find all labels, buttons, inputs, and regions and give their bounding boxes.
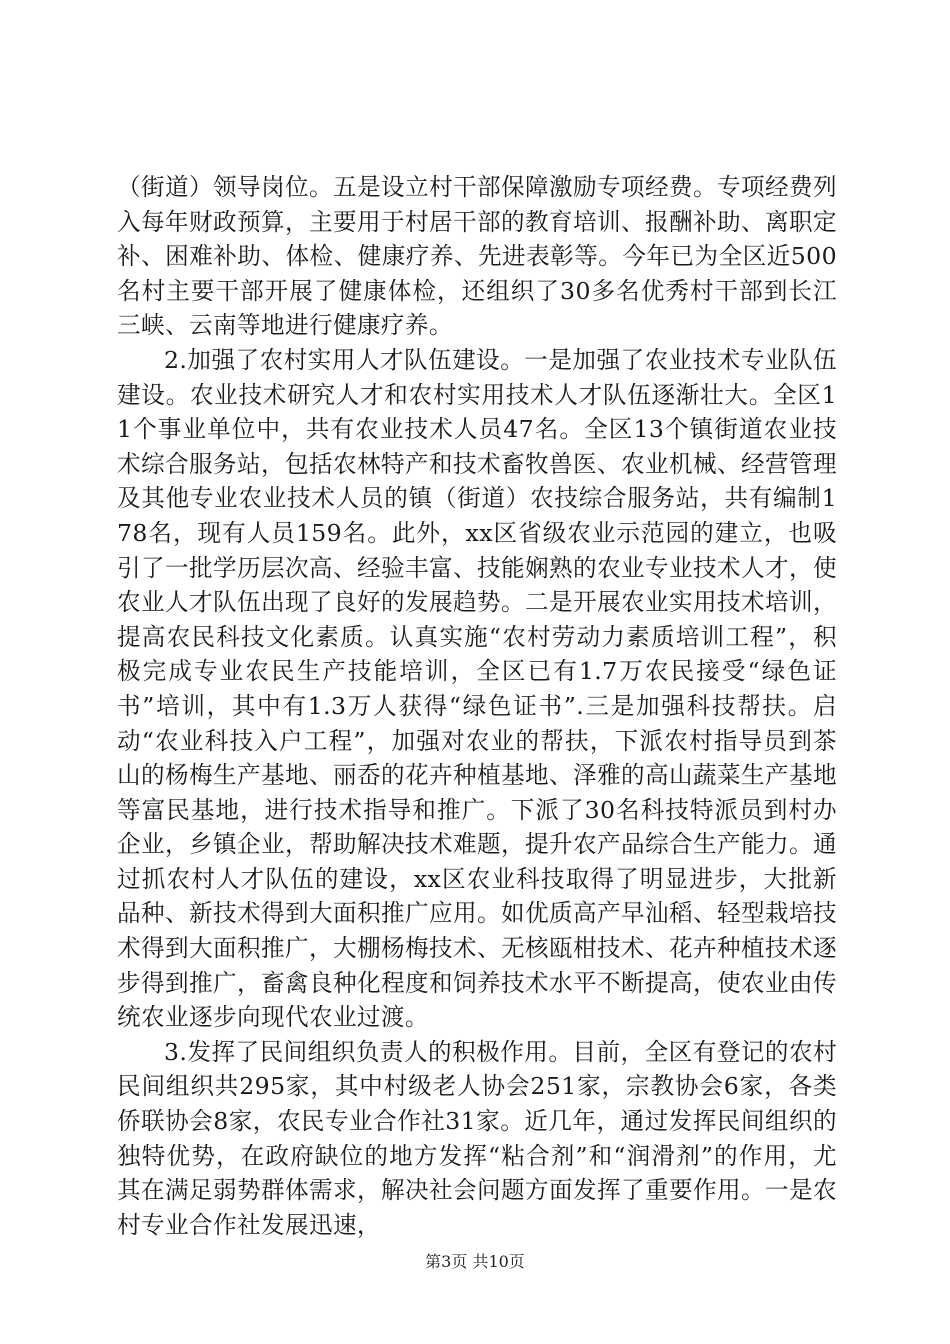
paragraph-1: （街道）领导岗位。五是设立村干部保障激励专项经费。专项经费列入每年财政预算，主要用于村居干部的教育培训、报酬补助、离职定补、困难补助、体检、健康疗养、先进表彰等。今年已为全区近500名村主要干部开展了健康体检，还组织了30多名优秀村干部到长江三峡、云南等地进行健康疗养。 [117, 173, 837, 340]
page-number-footer: 第3页 共10页 [425, 1252, 525, 1271]
document-body [117, 170, 837, 1242]
paragraph-3: 3.发挥了民间组织负责人的积极作用。目前，全区有登记的农村民间组织共295家，其中村级老人协会251家，宗教协会6家，各类侨联协会8家，农民专业合作社31家。近几年，通过发挥民间组织的独特优势，在政府缺位的地方发挥“粘合剂”和“润滑剂”的作用，尤其在满足弱势群体需求，解决社会问题方面发挥了重要作用。一是农村专业合作社发展迅速， [117, 1037, 837, 1239]
paragraph-2: 2.加强了农村实用人才队伍建设。一是加强了农业技术专业队伍建设。农业技术研究人才和农村实用技术人才队伍逐渐壮大。全区11个事业单位中，共有农业技术人员47名。全区13个镇街道农业技术综合服务站，包括农林特产和技术畜牧兽医、农业机械、经营管理及其他专业农业技术人员的镇（街道）农技综合服务站，共有编制178名，现有人员159名。此外，xx区省级农业示范园的建立，也吸引了一批学历层次高、经验丰富、技能娴熟的农业专业技术人才，使农业人才队伍出现了良好的发展趋势。二是开展农业实用技术培训，提高农民科技文化素质。认真实施“农村劳动力素质培训工程”，积极完成专业农民生产技能培训，全区已有1.7万农民接受“绿色证书”培训，其中有1.3万人获得“绿色证书”.三是加强科技帮扶。启动“农业科技入户工程”，加强对农业的帮扶，下派农村指导员到茶山的杨梅生产基地、丽岙的花卉种植基地、泽雅的高山蔬菜生产基地等富民基地，进行技术指导和推广。下派了30名科技特派员到村办企业，乡镇企业，帮助解决技术难题，提升农产品综合生产能力。通过抓农村人才队伍的建设，xx区农业科技取得了明显进步，大批新品种、新技术得到大面积推广应用。如优质高产早汕稻、轻型栽培技术得到大面积推广，大棚杨梅技术、无核瓯柑技术、花卉种植技术逐步得到推广，畜禽良种化程度和饲养技术水平不断提高，使农业由传统农业逐步向现代农业过渡。 [117, 345, 837, 1032]
